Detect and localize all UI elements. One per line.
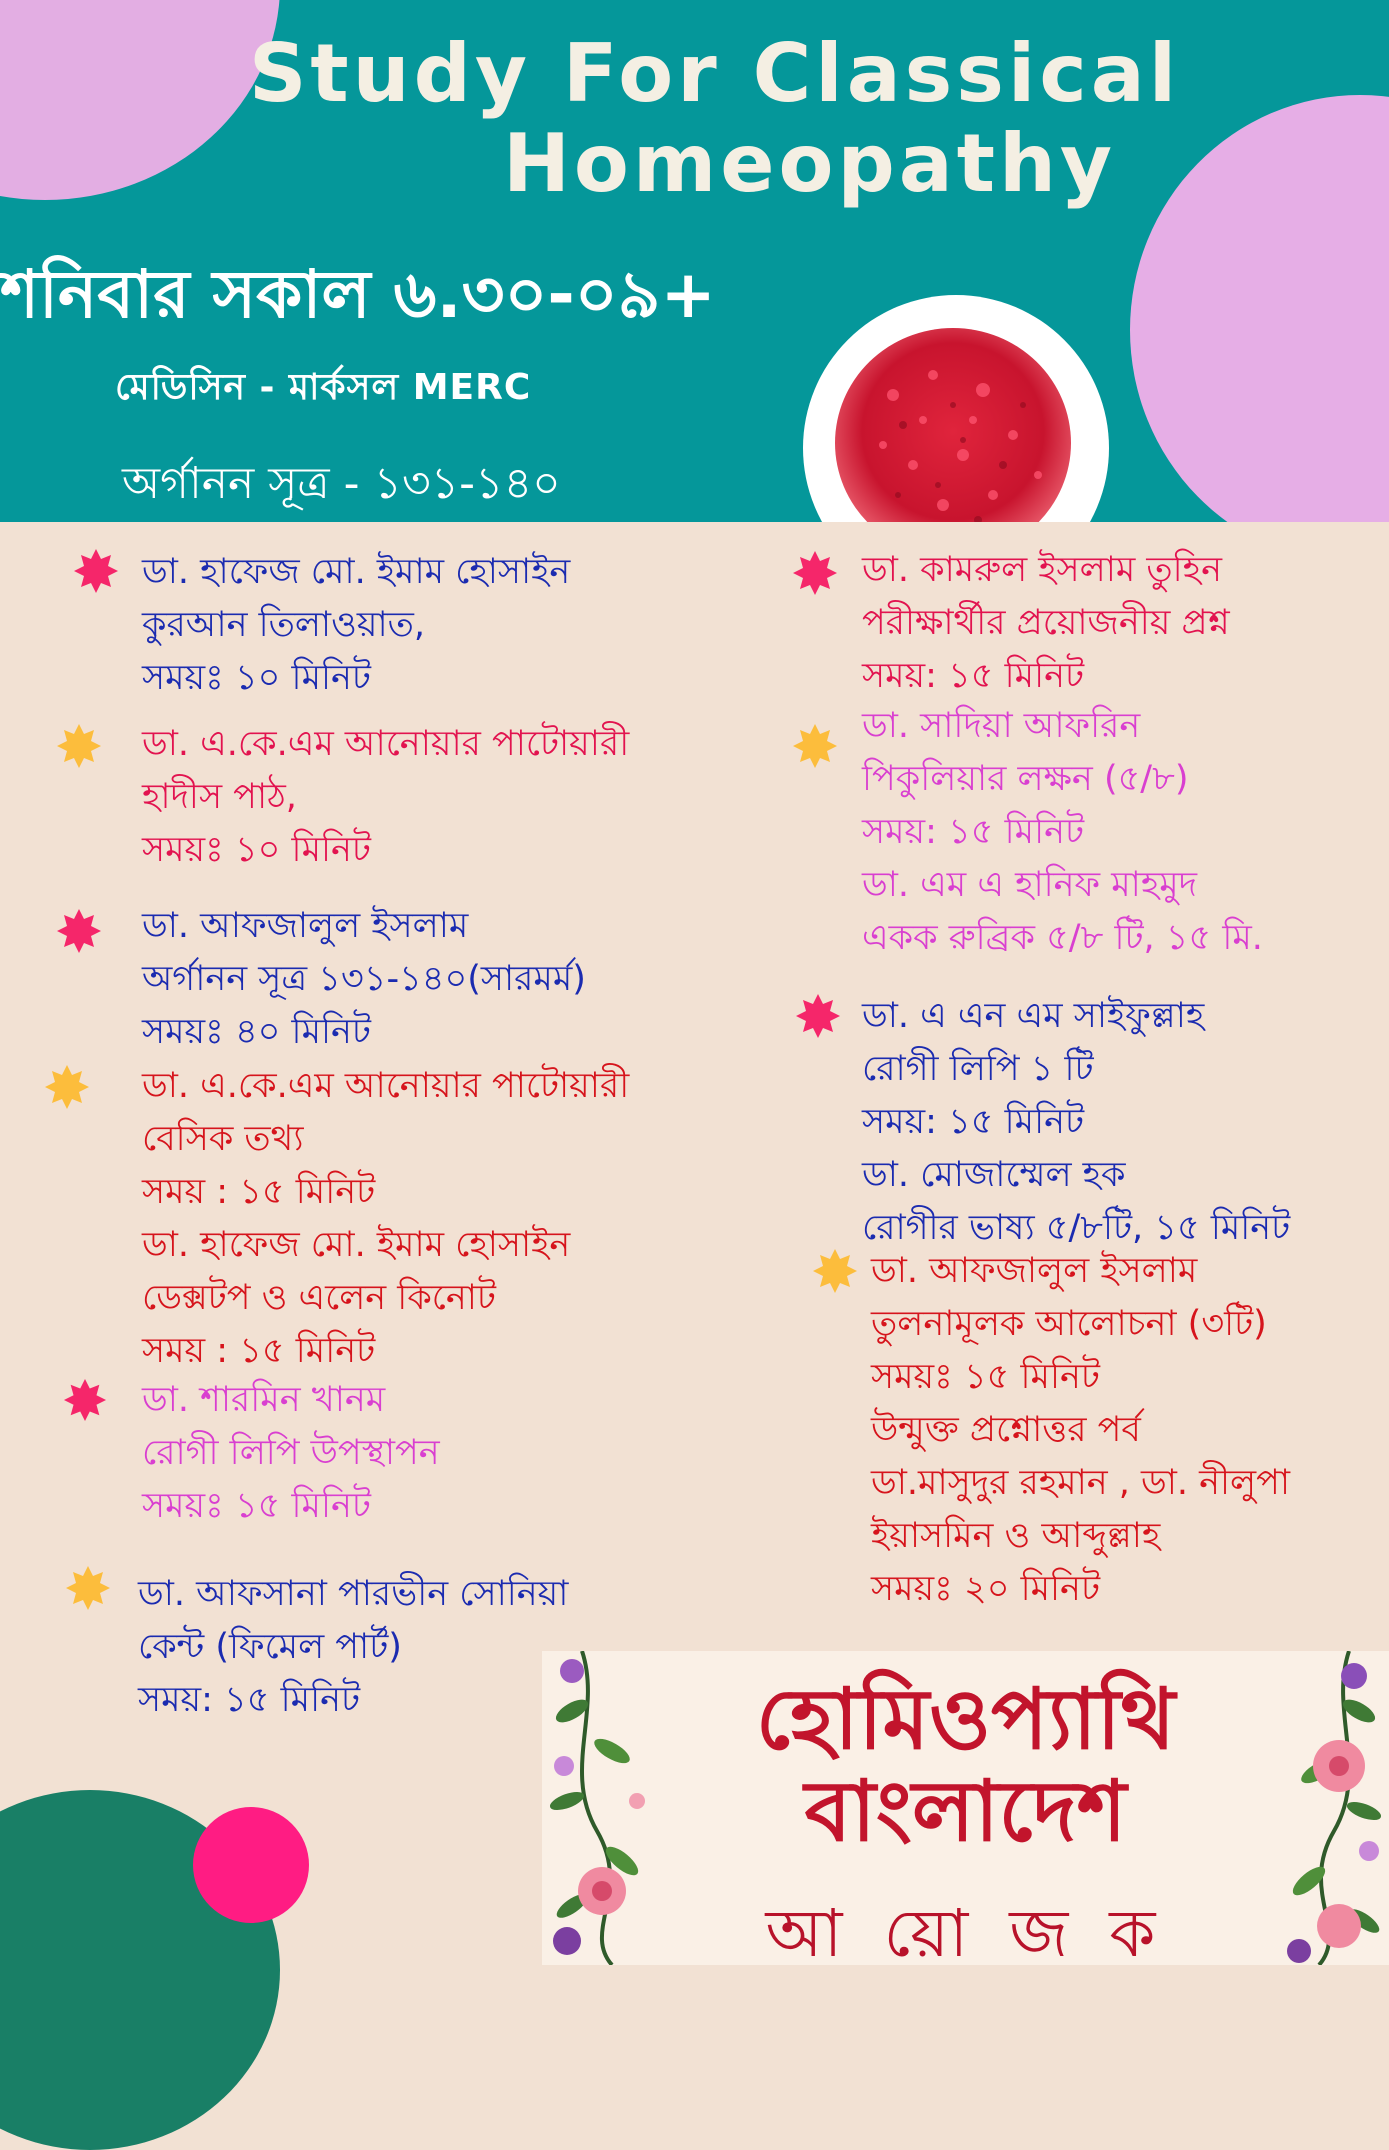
speaker-name: ডা. এম এ হানিফ মাহমুদ bbox=[862, 865, 1198, 905]
session-duration: সময় : ১৫ মিনিট bbox=[142, 1172, 376, 1212]
speaker-name: ডা. হাফেজ মো. ইমাম হোসাইন bbox=[142, 552, 571, 592]
session-topic: রোগীর ভাষ্য ৫/৮টি, ১৫ মিনিট bbox=[862, 1208, 1291, 1248]
session-topic: রোগী লিপি ১ টি bbox=[862, 1049, 1094, 1089]
speaker-name: ইয়াসমিন ও আব্দুল্লাহ bbox=[871, 1516, 1161, 1556]
title-line-2: Homeopathy bbox=[502, 117, 1117, 210]
schedule-item bbox=[871, 1245, 1290, 1616]
pink-starburst-icon bbox=[63, 1378, 107, 1422]
session-duration: সময়ঃ ১৫ মিনিট bbox=[142, 1486, 371, 1526]
session-topic: তুলনামূলক আলোচনা (৩টি) bbox=[871, 1304, 1267, 1344]
schedule-item bbox=[142, 718, 629, 877]
session-duration: সময়ঃ ১০ মিনিট bbox=[142, 658, 371, 698]
session-duration: সময়: ১৫ মিনিট bbox=[862, 656, 1085, 696]
session-topic: একক রুব্রিক ৫/৮ টি, ১৫ মি. bbox=[862, 918, 1263, 958]
speaker-name: ডা. এ.কে.এম আনোয়ার পাটোয়ারী bbox=[142, 724, 630, 764]
speaker-name: ডা. এ.কে.এম আনোয়ার পাটোয়ারী bbox=[142, 1066, 630, 1106]
pink-starburst-icon bbox=[795, 993, 841, 1039]
schedule-item bbox=[862, 990, 1290, 1255]
schedule-item bbox=[138, 1568, 568, 1727]
title-line-1: Study For Classical bbox=[248, 27, 1181, 120]
yellow-starburst-icon bbox=[56, 723, 102, 769]
speaker-name: ডা.মাসুদুর রহমান , ডা. নীলুপা bbox=[871, 1463, 1291, 1503]
speaker-name: ডা. এ এন এম সাইফুল্লাহ bbox=[862, 996, 1205, 1036]
session-duration: সময়ঃ ১০ মিনিট bbox=[142, 830, 371, 870]
session-duration: সময়ঃ ৪০ মিনিট bbox=[142, 1012, 371, 1052]
speaker-name: ডা. হাফেজ মো. ইমাম হোসাইন bbox=[142, 1225, 571, 1265]
session-topic: ডেক্সটপ ও এলেন কিনোট bbox=[142, 1278, 496, 1318]
session-duration: সময়: ১৫ মিনিট bbox=[862, 812, 1085, 852]
brand-title-line-2: বাংলাদেশ bbox=[804, 1762, 1127, 1860]
schedule-item bbox=[862, 544, 1230, 703]
decorative-circle bbox=[193, 1807, 309, 1923]
pink-starburst-icon bbox=[73, 548, 119, 594]
session-duration: সময়: ১৫ মিনিট bbox=[138, 1680, 361, 1720]
session-duration: সময়: ১৫ মিনিট bbox=[862, 1102, 1085, 1142]
speaker-name: ডা. মোজাম্মেল হক bbox=[862, 1155, 1126, 1195]
session-topic: উন্মুক্ত প্রশ্নোত্তর পর্ব bbox=[871, 1410, 1141, 1450]
speaker-name: ডা. আফজালুল ইসলাম bbox=[142, 906, 469, 946]
organizer-label: আ য়ো জ ক bbox=[765, 1895, 1166, 1965]
yellow-starburst-icon bbox=[792, 723, 838, 769]
session-duration: সময় : ১৫ মিনিট bbox=[142, 1331, 376, 1371]
yellow-starburst-icon bbox=[812, 1248, 858, 1294]
yellow-starburst-icon bbox=[65, 1565, 111, 1611]
organon-sutra: অর্গানন সূত্র - ১৩১-১৪০ bbox=[122, 458, 561, 509]
pink-starburst-icon bbox=[56, 908, 102, 954]
session-topic: পিকুলিয়ার লক্ষন (৫/৮) bbox=[862, 759, 1189, 799]
session-topic: কুরআন তিলাওয়াত, bbox=[142, 605, 425, 645]
brand-title-line-1: হোমিওপ্যাথি bbox=[755, 1670, 1176, 1768]
schedule-item bbox=[142, 1374, 440, 1533]
speaker-name: ডা. সাদিয়া আফরিন bbox=[862, 706, 1141, 746]
organizer-banner bbox=[542, 1651, 1389, 1965]
schedule-item bbox=[142, 1060, 629, 1378]
schedule-item bbox=[142, 546, 570, 705]
header bbox=[0, 0, 1389, 522]
session-topic: হাদীস পাঠ, bbox=[142, 777, 297, 817]
speaker-name: ডা. আফসানা পারভীন সোনিয়া bbox=[138, 1574, 569, 1614]
session-topic: বেসিক তথ্য bbox=[142, 1119, 304, 1159]
session-duration: সময়ঃ ২০ মিনিট bbox=[871, 1569, 1101, 1609]
session-topic: রোগী লিপি উপস্থাপন bbox=[142, 1433, 440, 1473]
session-topic: পরীক্ষার্থীর প্রয়োজনীয় প্রশ্ন bbox=[862, 603, 1230, 643]
speaker-name: ডা. শারমিন খানম bbox=[142, 1380, 386, 1420]
schedule-item bbox=[862, 700, 1263, 965]
day-time: শনিবার সকাল ৬.৩০-০৯+ bbox=[0, 256, 716, 333]
yellow-starburst-icon bbox=[44, 1064, 90, 1110]
session-duration: সময়ঃ ১৫ মিনিট bbox=[871, 1357, 1100, 1397]
speaker-name: ডা. আফজালুল ইসলাম bbox=[871, 1251, 1198, 1291]
session-topic: অর্গানন সূত্র ১৩১-১৪০(সারমর্ম) bbox=[142, 959, 586, 999]
pink-starburst-icon bbox=[792, 550, 838, 596]
session-topic: কেন্ট (ফিমেল পার্ট) bbox=[138, 1627, 402, 1667]
speaker-name: ডা. কামরুল ইসলাম তুহিন bbox=[862, 550, 1222, 590]
schedule-item bbox=[142, 900, 586, 1059]
medicine-powder-image bbox=[803, 295, 1109, 522]
medicine-name: মেডিসিন - মার্কসল MERC bbox=[115, 367, 532, 408]
